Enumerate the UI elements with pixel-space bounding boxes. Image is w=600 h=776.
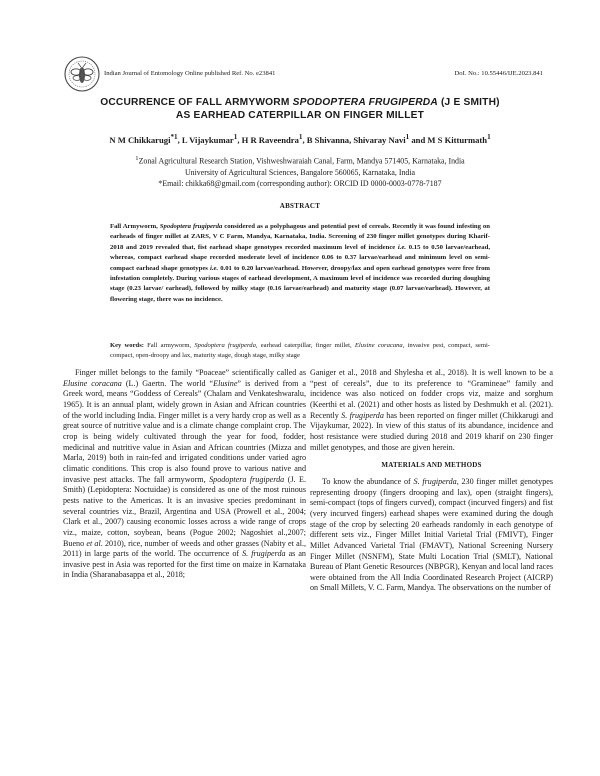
author-name: L Vijaykumar [181, 134, 234, 145]
affiliations: $^1$Zonal Agricultural Research Station, Vishweshwaraiah Canal, Farm, Mandya 571405, Karnataka, India University of Agricultural Sciences, Bangalore 560065, Karnataka, India *Email: chikka68@gmail.com (corresponding author): ORCID ID 0000-0003-0778-7187 [40, 153, 560, 189]
abstract-text: Fall Armyworm, Spodoptera frugiperda considered as a polyphagous and potential pest of cereals. Recently it was found infesting on earheads of finger millet at ZARS, V C Farm, Mandya, Karnataka, India. Screening of 230 finger millet genotypes during Kharif-2018 and 2019 revealed that, fist earhead shape genotypes recorded maximum level of incidence i.e. 0.15 to 0.50 larvae/earhead, whereas, compact earhead shape recorded moderate level of incidence 0.06 to 0.37 larvae/earhead and minimum level on semi-compact earhead shape genotypes i.e. 0.01 to 0.20 larvae/earhead. However, droopy/lax and open earhead genotypes were free from infestation completely. During various stages of earhead development, A maximum level of incidence was recorded during doughing stage (0.23 larvae/ earhead), followed by milky stage (0.16 larvae/earhead) and maturity stage (0.07 larvae/earhead). However, at flowering stage, there was no incidence. [110, 223, 490, 303]
author-list: N M Chikkarugi$^{*1}$, L Vijaykumar$^1$, H R Raveendra$^1$, B Shivanna, Shivaray Navi$^1$ and M S Kitturmath$^1$ [109, 133, 491, 145]
article-title: OCCURRENCE OF FALL ARMYWORM SPODOPTERA FRUGIPERDA (J E SMITH) AS EARHEAD CATERPILLAR ON FINGER MILLET [100, 97, 500, 121]
journal-logo-emblem [63, 54, 101, 94]
methods-paragraph: To know the abundance of S. frugiperda, 230 finger millet genotypes representing droopy (fingers drooping and lax), open (straight fingers), semi-compact (tops of fingers curved), compact (incurved fingers) and fist (very incurved fingers) earhead shapes were examined during the dough stage of the crop by selecting 20 earheads randomly in each genotype of different sets viz., Finger Millet Initial Varietal Trial (FMIVT), Finger Millet Advanced Varietal Trial (FMAVT), National Screening Nursery Finger Millet (NSNFM), State Multi Location Trial (SMLT), National Bureau of Plant Genetic Resources (NBPGR), Kenyan and local land races were obtained from the All India Coordinated Research Project (AICRP) on Small Millets, V. C. Farm, Mandya. The observations on the number of [310, 476, 554, 593]
intro-continued: Ganiger et al., 2018 and Shylesha et al., 2018). It is well known to be a “pest of cereals”, due to its preference to “Gramineae” family and incidence was also noticed on fodder crops viz, maize and sorghum (Keerthi et al. (2021) and other hosts as listed by Deshmukh et al. (2021). Recently S. frugiperda has been reported on finger millet (Chikkarugi and Vijaykumar, 2022). In view of this status of its abundance, incidence and host resistance were studied during 2018 and 2019 kharif on 230 finger millet genotypes, and those are given herein. [310, 368, 553, 452]
keywords-label: Key words: [110, 342, 144, 349]
keywords: Key words: Fall armyworm, Spodoptera frugiperda, earhead caterpillar, finger millet, Elusine coracana, invasive pest, compact, semi-compact, open-droopy and lax, maturity stage, dough stage, milky stage [110, 342, 490, 359]
abstract-heading: ABSTRACT [279, 202, 321, 210]
author-name: N M Chikkarugi [109, 134, 171, 145]
intro-paragraph: Finger millet belongs to the family “Poaceae” scientifically called as Elusine coracana (L.) Gaertn. The world “Elusine” is derived from a Greek word, means “Goddess of Cereals” (Chalam and Venkateshwaralu, 1965). It is an annual plant, widely grown in Asian and African countries of the world including India. Finger millet is a very hardy crop as well as a great source of nutritive value and is a climate change complaint crop. The crop is being widely cultivated through the year for food, fodder, medicinal and nutritive value in Asian and African countries (Mizza and Marla, 2019) both in rain-fed and irrigated conditions under varied agro climatic conditions. This crop is also found prove to various native and invasive pest attacks. The fall armyworm, Spodoptera frugiperda (J. E. Smith) (Lepidoptera: Noctuidae) is considered as one of the most ruinous pests native to the Americas. It is an invasive species predominant in several countries viz., Brazil, Argentina and USA (Prowell et al., 2004; Clark et al., 2007) causing economic losses across a wide range of crops viz., maize, cotton, soybean, beans (Pogue 2002; Nagoshiet al.,2007; Bueno et al. 2010), rice, number of weeds and other grasses (Nabity et al., 2011) in large parts of the world. The occurrence of S. frugiperda as an invasive pest in Asia was reported for the first time on maize in Karnataka in India (Sharanabasappa et al., 2018; [63, 368, 306, 580]
journal-reference: Indian Journal of Entomology Online published Ref. No. e23841 [104, 70, 276, 77]
section-heading-methods: MATERIALS AND METHODS [381, 461, 482, 470]
title-species: SPODOPTERA FRUGIPERDA [292, 97, 438, 108]
author-name: M S Kitturmath [427, 134, 488, 145]
author-name: H R Raveendra [241, 134, 299, 145]
author-name: B Shivanna [306, 134, 350, 145]
body-column-right [310, 368, 553, 594]
corresponding-email: *Email: chikka68@gmail.com (corresponding author): ORCID ID 0000-0003-0778-7187 [158, 178, 442, 188]
body-column-left [63, 368, 306, 581]
doi-number: DoI. No.: 10.55446/IJE.2023.841 [454, 70, 543, 77]
author-name: Shivaray Navi [353, 134, 406, 145]
